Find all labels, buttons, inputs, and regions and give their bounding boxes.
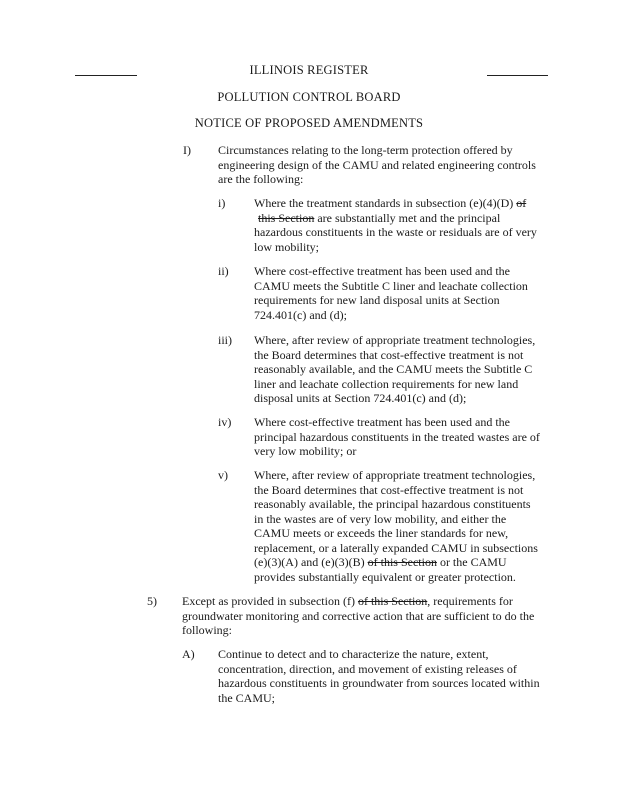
text-line: (e)(3)(A) and (e)(3)(B) — [254, 555, 365, 569]
text-line: replacement, or a laterally expanded CAMU in subsections — [254, 540, 538, 555]
text-line: CAMU meets the Subtitle C liner and leachate collection — [254, 278, 528, 293]
item-paragraph — [254, 415, 554, 459]
text-line: are the following: — [218, 172, 304, 186]
item-label: iv) — [218, 415, 232, 429]
item-label: ii) — [218, 264, 229, 278]
struck-text: of this Section — [367, 555, 437, 569]
text-line: , requirements for — [427, 594, 513, 608]
section-paragraph — [218, 143, 563, 187]
item-label: iii) — [218, 333, 232, 347]
text-line: the Board determines that cost-effective treatment is not — [254, 347, 524, 362]
struck-text: this Section — [258, 210, 315, 225]
struck-text: of this Section — [357, 594, 428, 608]
text-line: concentration, direction, and movement of existing releases of — [218, 661, 517, 676]
text-line: Where, after review of appropriate treatment technologies, — [254, 333, 536, 347]
text-line: 724.401(c) and (d); — [254, 307, 347, 322]
text-line: CAMU meets or exceeds the liner standards for new, — [254, 526, 509, 540]
section-paragraph — [218, 647, 558, 705]
text-line: disposal units at Section 724.401(c) and (d); — [254, 391, 467, 405]
notice-title: NOTICE OF PROPOSED AMENDMENTS — [194, 116, 424, 130]
text-line: or the CAMU — [436, 555, 507, 569]
item-paragraph — [254, 333, 554, 406]
text-line: principal hazardous constituents in the treated wastes are of — [254, 429, 540, 444]
register-title: ILLINOIS REGISTER — [249, 63, 369, 77]
text-line: liner and leachate collection requirements for new land — [254, 376, 519, 391]
section-label: 5) — [147, 594, 157, 608]
text-line: the Board determines that cost-effective treatment is not — [254, 482, 524, 497]
text-line: groundwater monitoring and corrective action that are sufficient to do the — [182, 608, 535, 623]
text-line: requirements for new land disposal units at Section — [254, 293, 500, 307]
item-label: i) — [218, 196, 226, 210]
text-line: following: — [182, 623, 232, 637]
text-line: provides substantially equivalent or greater protection. — [254, 569, 516, 584]
item-label: v) — [218, 468, 228, 482]
text-line: Where, after review of appropriate treatment technologies, — [254, 468, 536, 482]
text-line: Except as provided in subsection (f) — [182, 594, 355, 608]
text-line: Continue to detect and to characterize the nature, extent, — [218, 647, 489, 661]
text-line: in the wastes are of very low mobility, and either the — [254, 511, 507, 526]
text-line: Where cost-effective treatment has been used and the — [254, 415, 510, 429]
item-paragraph — [254, 468, 554, 584]
text-line: hazardous constituents in the waste or residuals are of very — [254, 225, 537, 239]
text-line: the CAMU; — [218, 690, 275, 705]
text-line: are substantially met and the principal — [314, 210, 501, 225]
text-line: low mobility; — [254, 239, 320, 254]
text-line: Where cost-effective treatment has been used and the — [254, 264, 510, 278]
item-paragraph — [254, 196, 554, 254]
struck-text: of — [516, 196, 527, 210]
text-line: engineering design of the CAMU and related engineering controls — [218, 157, 536, 172]
section-label: I) — [183, 143, 191, 157]
section-label: A) — [182, 647, 195, 661]
text-line: reasonably available, the principal hazardous constituents — [254, 497, 531, 511]
item-paragraph — [254, 264, 554, 322]
text-line: Circumstances relating to the long-term protection offered by — [218, 143, 513, 157]
text-line: Where the treatment standards in subsection (e)(4)(D) — [254, 196, 514, 210]
text-line: reasonably available, and the CAMU meets the Subtitle C — [254, 362, 533, 376]
board-name: POLLUTION CONTROL BOARD — [217, 90, 401, 104]
text-line: very low mobility; or — [254, 444, 357, 458]
text-line: hazardous constituents in groundwater from sources located within — [218, 676, 540, 690]
section-paragraph — [182, 594, 562, 638]
